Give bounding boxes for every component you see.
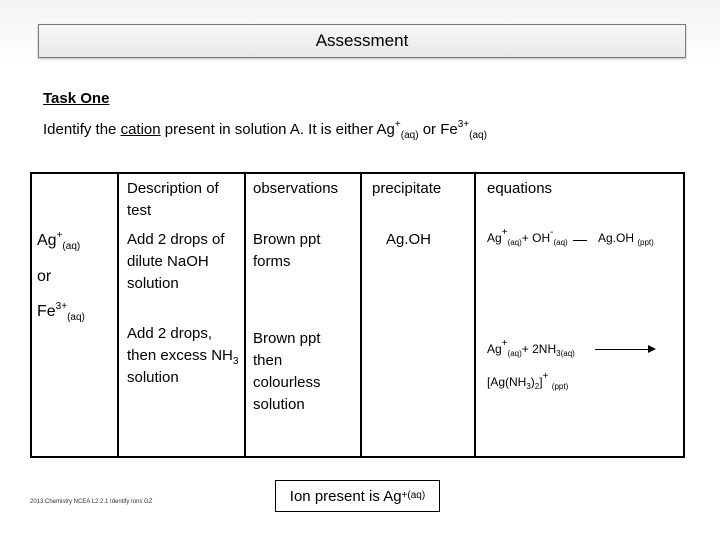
row2-eq-ag-state: (aq) bbox=[507, 349, 522, 358]
table-divider-2 bbox=[244, 172, 246, 458]
header-description: Description of test bbox=[127, 180, 219, 219]
row2-eq-complex-c: ] bbox=[539, 375, 543, 389]
header-precipitate: precipitate bbox=[372, 180, 442, 197]
row2-observation: Brown ppt then colourless solution bbox=[253, 330, 321, 413]
instruction-middle: present in solution A. It is either Ag bbox=[160, 121, 395, 138]
row2-description-sub: 3 bbox=[232, 356, 239, 367]
row1-eq-ag: Ag bbox=[487, 231, 502, 245]
row1-reaction-arrow bbox=[573, 240, 587, 241]
row2-eq-nh3: + 2NH bbox=[521, 342, 557, 356]
cation-ag bbox=[37, 232, 80, 250]
row2-equation-product bbox=[487, 371, 569, 391]
row1-equation-product bbox=[598, 231, 654, 245]
slide-title: Assessment bbox=[315, 31, 409, 50]
instruction-text bbox=[43, 119, 487, 141]
cation-ag-symbol: Ag bbox=[37, 232, 57, 249]
row2-eq-complex-sub2: 2 bbox=[534, 382, 540, 391]
row2-eq-complex-state: (ppt) bbox=[551, 382, 569, 391]
cation-fe-state: (aq) bbox=[67, 312, 85, 323]
header-equations: equations bbox=[487, 180, 553, 197]
task-heading: Task One bbox=[43, 90, 110, 107]
row1-description: Add 2 drops of dilute NaOH solution bbox=[127, 231, 225, 292]
instruction-cation-word: cation bbox=[120, 121, 161, 138]
row2-description bbox=[127, 323, 245, 389]
instruction-prefix: Identify the bbox=[43, 121, 121, 138]
table-divider-4 bbox=[474, 172, 476, 458]
row1-eq-oh-state: (aq) bbox=[553, 238, 568, 247]
instruction-ag-charge: + bbox=[394, 119, 401, 130]
table-border-bottom bbox=[30, 456, 685, 458]
row1-eq-ag-charge: + bbox=[501, 227, 508, 238]
cation-ag-state: (aq) bbox=[62, 241, 81, 252]
header-observations: observations bbox=[253, 180, 339, 197]
title-bar bbox=[38, 24, 686, 58]
row2-reaction-arrow-head bbox=[648, 345, 656, 353]
row1-precipitate: Ag.OH bbox=[386, 231, 432, 248]
row2-equation-reactants bbox=[487, 338, 575, 358]
answer-text: Ion present is Ag bbox=[289, 487, 402, 505]
row2-description-b: solution bbox=[127, 369, 179, 386]
table-divider-1 bbox=[117, 172, 119, 458]
row1-eq-product-state: (ppt) bbox=[637, 238, 654, 247]
row2-reaction-arrow-shaft bbox=[595, 349, 649, 350]
cation-or: or bbox=[37, 268, 52, 285]
table-border-top bbox=[30, 172, 685, 174]
row2-eq-complex-b: ) bbox=[530, 375, 535, 389]
row2-eq-complex-sub: 3 bbox=[526, 382, 531, 391]
cation-fe bbox=[37, 303, 85, 321]
row2-eq-ag: Ag bbox=[487, 342, 502, 356]
table-border-left bbox=[30, 172, 32, 458]
answer-box: Ion present is Ag + (aq) bbox=[275, 480, 440, 512]
table-divider-3 bbox=[360, 172, 362, 458]
instruction-or-fe: or Fe bbox=[418, 121, 458, 138]
row2-eq-complex-a: [Ag(NH bbox=[487, 375, 527, 389]
row1-observation: Brown ppt forms bbox=[253, 231, 321, 270]
cation-fe-charge: 3+ bbox=[55, 301, 68, 312]
row2-eq-complex-charge: + bbox=[542, 371, 549, 382]
row1-eq-ag-state: (aq) bbox=[507, 238, 522, 247]
row1-eq-product: Ag.OH bbox=[598, 231, 635, 245]
instruction-ag-state: (aq) bbox=[400, 130, 419, 141]
row1-eq-oh-charge: - bbox=[550, 227, 554, 238]
instruction-fe-state: (aq) bbox=[469, 130, 487, 141]
row2-description-a: Add 2 drops, then excess NH bbox=[127, 325, 233, 364]
row2-eq-ag-charge: + bbox=[501, 338, 508, 349]
cation-fe-symbol: Fe bbox=[37, 303, 56, 320]
row1-equation-reactants bbox=[487, 227, 568, 247]
row2-eq-nh3-state: 3(aq) bbox=[556, 349, 575, 358]
cation-ag-charge: + bbox=[56, 230, 63, 241]
footer-citation: 2013 Chemistry NCEA L2 2.1 Identify Ions GZ bbox=[30, 499, 153, 505]
row1-eq-oh: + OH bbox=[521, 231, 551, 245]
table-border-right bbox=[683, 172, 685, 458]
instruction-fe-charge: 3+ bbox=[457, 119, 470, 130]
